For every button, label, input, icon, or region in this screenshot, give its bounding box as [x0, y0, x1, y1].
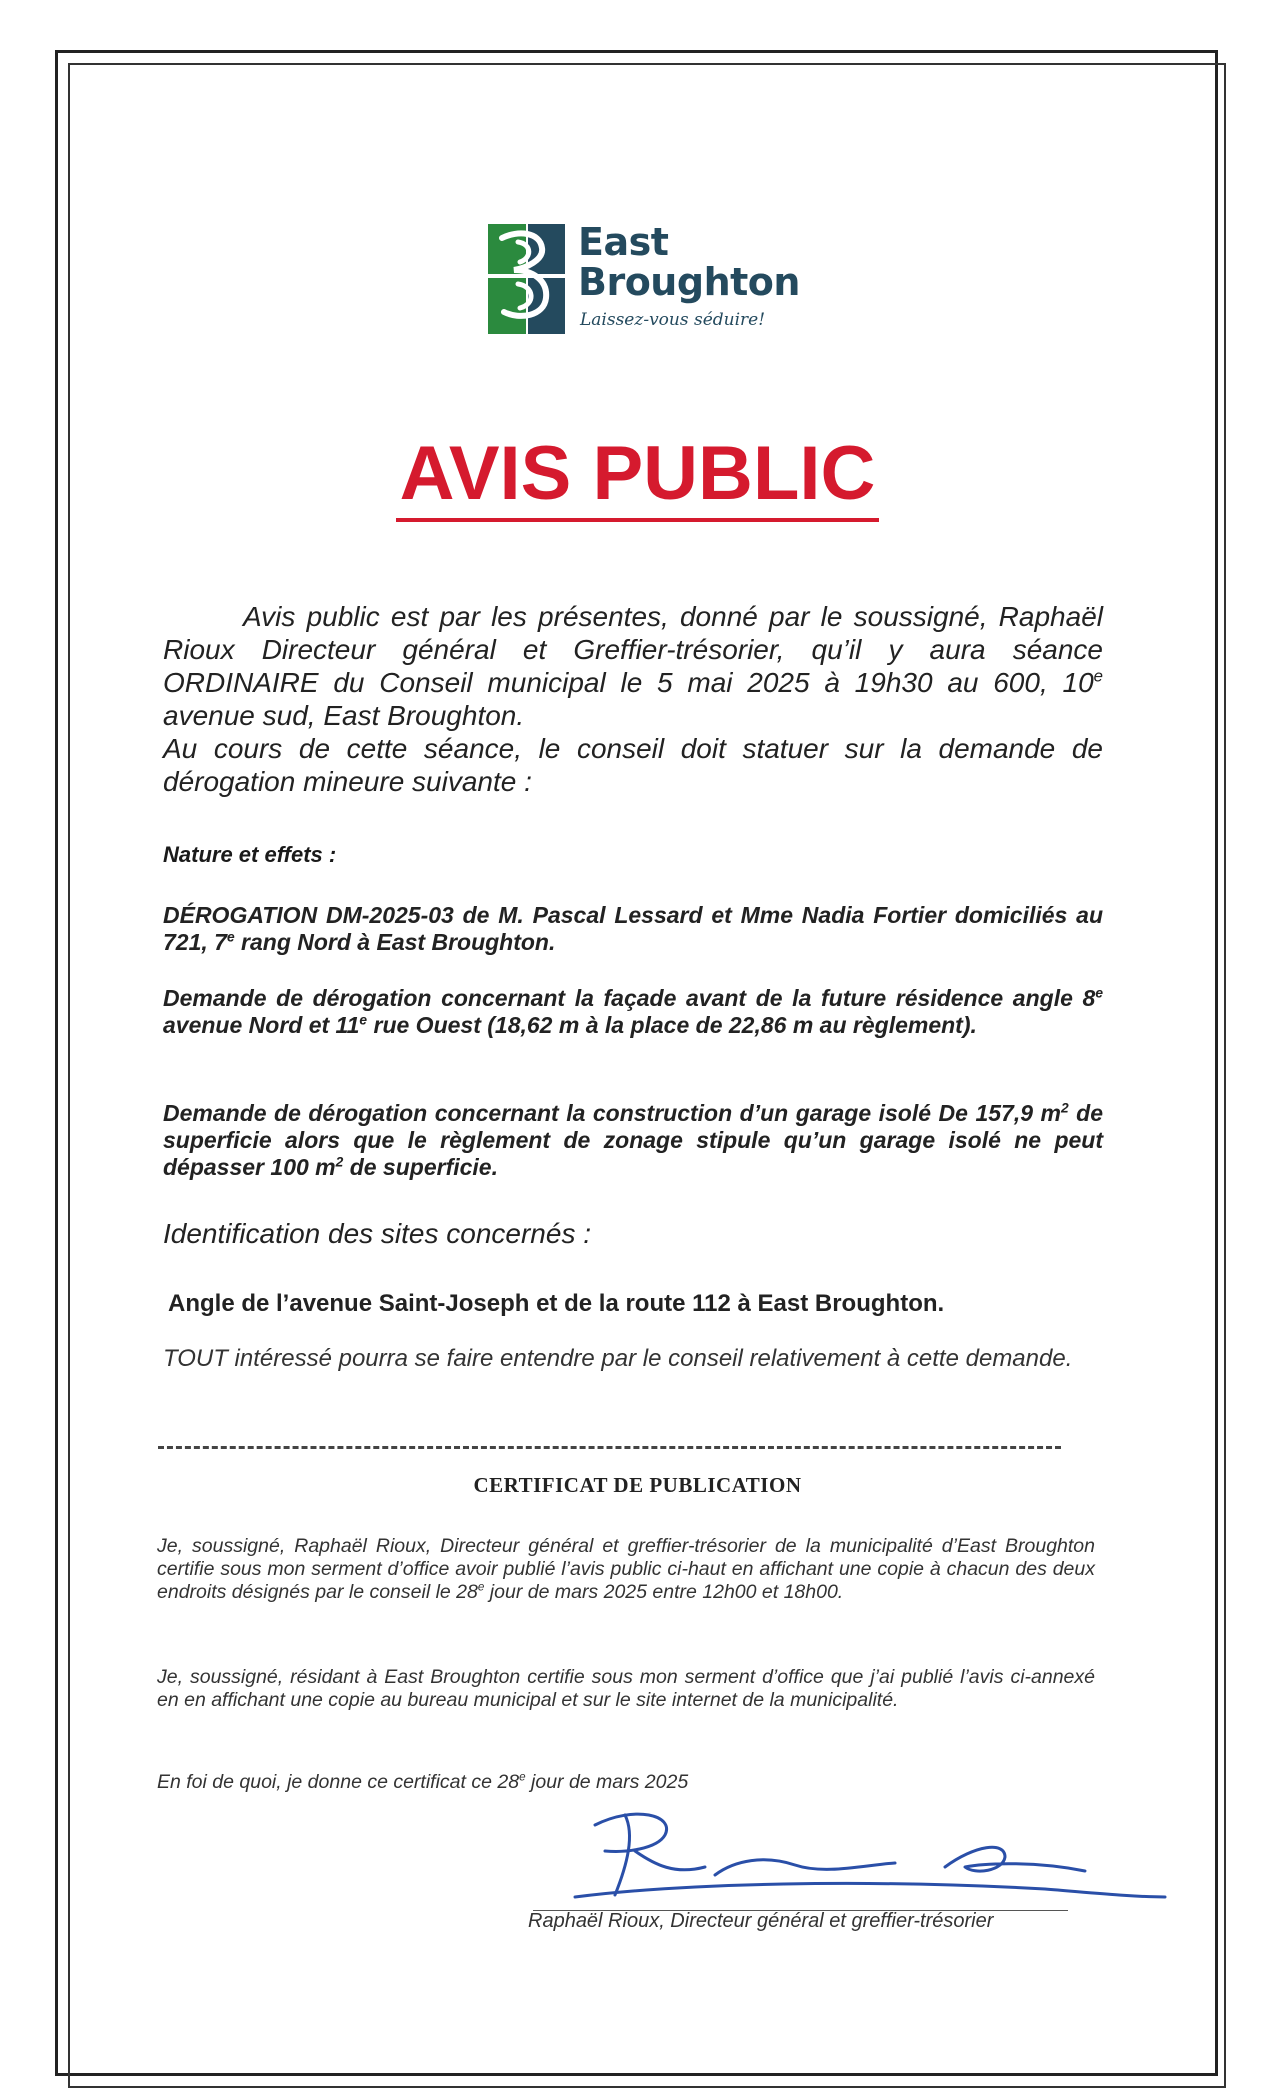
tout-interesse-paragraph: TOUT intéressé pourra se faire entendre par le conseil relativement à cette demande.	[163, 1345, 1073, 1372]
certificate-title: CERTIFICAT DE PUBLICATION	[473, 1473, 802, 1497]
demande1-text-c: rue Ouest (18,62 m à la place de 22,86 m au règlement).	[367, 1012, 977, 1038]
cert-p3-sup: e	[519, 1770, 526, 1784]
cert-p1-text-b: jour de mars 2025 entre 12h00 et 18h00.	[484, 1581, 844, 1603]
demande-garage-paragraph	[163, 1100, 1103, 1181]
intro-section	[163, 600, 1103, 798]
demande-facade-paragraph	[163, 985, 1103, 1039]
notice-title: AVIS PUBLIC	[396, 431, 880, 522]
municipal-logo	[488, 220, 808, 342]
east-broughton-logo-icon	[488, 224, 565, 334]
demande-facade-section	[163, 985, 1103, 1039]
intro-paragraph-2: Au cours de cette séance, le conseil doit statuer sur la demande de dérogation mineure suivante :	[163, 733, 1103, 797]
signatory-name: Raphaël Rioux, Directeur général et greffier-trésorier	[528, 1910, 994, 1932]
demande2-sup2: 2	[335, 1154, 344, 1170]
demande1-text-b: avenue Nord et 11	[163, 1012, 360, 1038]
logo-name-line2: Broughton	[578, 260, 800, 304]
demande2-text-c: de superficie.	[343, 1154, 498, 1180]
section-divider	[158, 1446, 1061, 1449]
notice-title-container	[0, 432, 1275, 516]
cert-p3-text-b: jour de mars 2025	[525, 1771, 689, 1793]
derogation-paragraph	[163, 902, 1103, 956]
derogation-text-b: rang Nord à East Broughton.	[234, 929, 556, 955]
certificate-paragraph-3	[157, 1771, 1095, 1794]
derogation-section	[163, 902, 1103, 956]
demande2-text-b: de superficie alors que le règlement de zonage stipule qu’un garage isolé ne peut dépasser 100 m	[163, 1100, 1104, 1180]
demande2-sup1: 2	[1060, 1100, 1069, 1116]
demande1-sup1: e	[1095, 985, 1103, 1001]
identification-heading: Identification des sites concernés :	[163, 1218, 592, 1249]
demande2-text-a: Demande de dérogation concernant la construction d’un garage isolé De 157,9 m	[163, 1100, 1061, 1126]
cert-p1-text-a: Je, soussigné, Raphaël Rioux, Directeur général et greffier-trésorier de la municipalité d’East Broughton certifie sous mon serment d’office avoir publié l’avis public ci-haut en affichant une copie à chacun des deux endroits désignés par le conseil le 28	[157, 1535, 1095, 1603]
demande-garage-section	[163, 1100, 1103, 1181]
logo-tagline: Laissez-vous séduire!	[580, 310, 766, 330]
derogation-text-a: DÉROGATION DM-2025-03 de M. Pascal Lessard et Mme Nadia Fortier domiciliés au 721, 7	[163, 902, 1103, 955]
demande1-sup2: e	[359, 1012, 368, 1028]
cert-p1-sup: e	[477, 1580, 485, 1594]
intro-text-b: avenue sud, East Broughton.	[163, 700, 525, 731]
certificate-paragraph-2: Je, soussigné, résidant à East Broughton certifie sous mon serment d’office que j’ai publié l’avis ci-annexé en en affichant une copie au bureau municipal et sur le site internet de la municipalité.	[157, 1666, 1095, 1711]
intro-sup: e	[1093, 666, 1103, 686]
intro-paragraph	[163, 600, 1103, 732]
derogation-sup: e	[226, 929, 235, 945]
demande1-text-a: Demande de dérogation concernant la façade avant de la future résidence angle 8	[163, 985, 1096, 1011]
site-location: Angle de l’avenue Saint-Joseph et de la route 112 à East Broughton.	[168, 1290, 945, 1317]
logo-wordmark	[578, 222, 800, 302]
intro-text-a: Avis public est par les présentes, donné par le soussigné, Raphaël Rioux Directeur général et Greffier-trésorier, qu’il y aura séance ORDINAIRE du Conseil municipal le 5 mai 2025 à 19h30 au 600, 10	[163, 601, 1103, 698]
logo-name-line1: East	[578, 220, 669, 264]
certificate-paragraph-1	[157, 1535, 1095, 1604]
handwritten-signature	[565, 1805, 1170, 1905]
nature-heading: Nature et effets :	[163, 842, 337, 867]
cert-p3-text-a: En foi de quoi, je donne ce certificat ce 28	[157, 1771, 520, 1793]
